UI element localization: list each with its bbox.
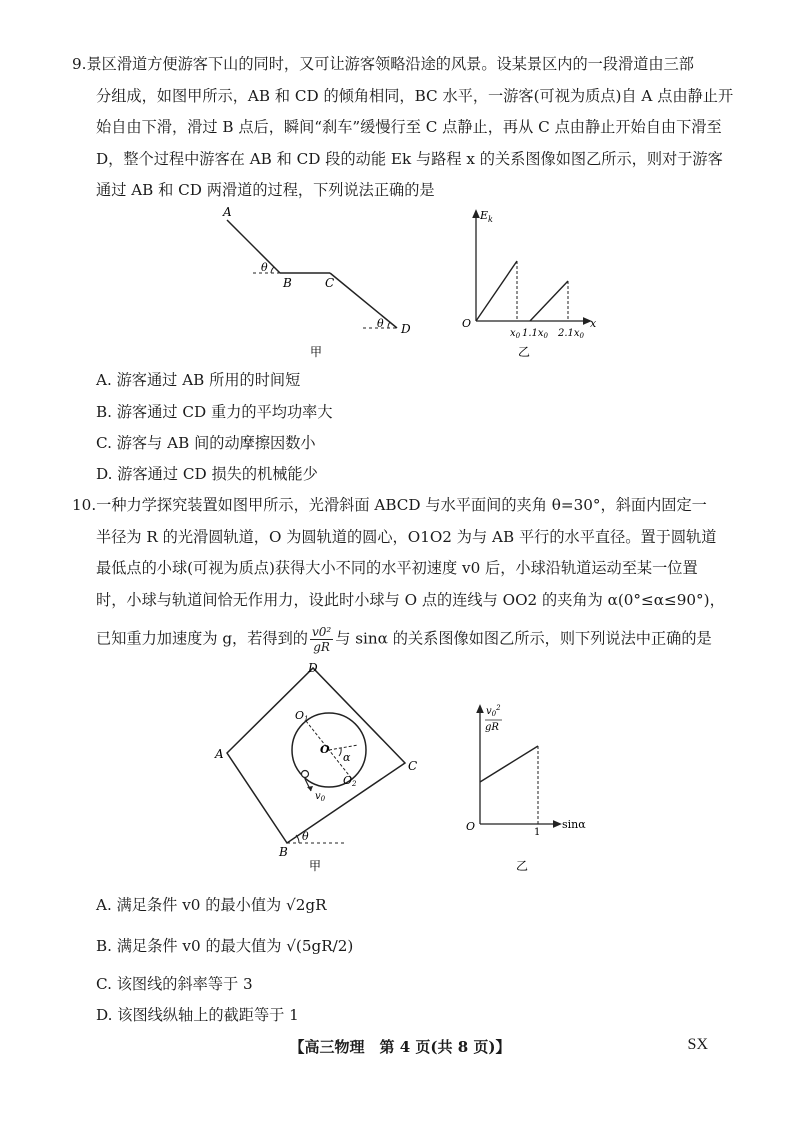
q9-line-1: 9.景区滑道方便游客下山的同时，又可让游客领略沿途的风景。设某景区内的一段滑道由三部 — [72, 55, 694, 73]
origin-label: O — [462, 317, 472, 330]
q10-option-c: C. 该图线的斜率等于 3 — [96, 975, 253, 993]
q9-line-4: D，整个过程中游客在 AB 和 CD 段的动能 Ek 与路程 x 的关系图像如图乙所示，则对于游客 — [96, 150, 723, 168]
q10-option-d: D. 该图线纵轴上的截距等于 1 — [96, 1006, 299, 1024]
label-o: O — [320, 743, 330, 756]
v-line — [480, 746, 538, 782]
tick-1-1x0: $1.1x_0$ — [522, 328, 549, 340]
tick-1: 1 — [534, 827, 541, 838]
v-graph — [480, 746, 538, 824]
tick-2-1x0: $2.1x_0$ — [558, 328, 585, 340]
label-theta: θ — [302, 830, 309, 843]
q9-option-d: D. 游客通过 CD 损失的机械能少 — [96, 465, 318, 483]
label-theta-2: θ — [377, 317, 384, 330]
q10-figure-yi — [458, 700, 598, 875]
q9-figure-yi — [456, 205, 606, 365]
q10-line-2: 半径为 R 的光滑圆轨道，O 为圆轨道的圆心，O1O2 为与 AB 平行的水平直径。置于圆轨道 — [96, 528, 717, 546]
x-axis-label: x — [590, 317, 597, 330]
q10-line-5 — [96, 625, 712, 654]
footer-code: SX — [687, 1036, 708, 1053]
q10-line-5-post: 与 sinα 的关系图像如图乙所示，则下列说法中正确的是 — [335, 629, 712, 648]
angle-arc-d — [388, 322, 390, 328]
q9-line-2: 分组成，如图甲所示，AB 和 CD 的倾角相同，BC 水平，一游客(可视为质点)自 A 点由静止开 — [96, 87, 734, 105]
footer-page-info: 【高三物理 第 4 页(共 8 页)】 — [289, 1038, 511, 1056]
angle-arc-alpha — [339, 748, 341, 756]
label-o2: O2 — [343, 774, 357, 788]
tick-x0: $x_0$ — [510, 328, 521, 340]
ball — [302, 771, 309, 778]
incline-abcd — [227, 668, 405, 843]
label-c: C — [325, 276, 335, 290]
q10-option-a: A. 满足条件 v0 的最小值为 √2gR — [96, 896, 327, 914]
page-footer — [0, 1036, 800, 1060]
q9-figure-jia — [215, 200, 425, 360]
ek-line-ab — [476, 261, 517, 321]
label-b: B — [283, 276, 292, 290]
q10-line-1: 10.一种力学探究装置如图甲所示，光滑斜面 ABCD 与水平面间的夹角 θ=30°，斜面内固定一 — [72, 496, 707, 514]
q10-fraction — [310, 625, 333, 654]
ek-graph — [476, 261, 568, 321]
q10-figure-jia — [205, 660, 418, 875]
origin-label: O — [466, 820, 476, 833]
x-axis-label: sinα — [562, 818, 586, 831]
label-alpha: α — [343, 751, 351, 764]
angle-arc-b — [271, 267, 274, 273]
caption-jia: 甲 — [309, 859, 322, 873]
q10-frac-num: v0² — [312, 625, 332, 639]
label-a: A — [223, 205, 232, 219]
angle-arc-theta — [296, 835, 299, 843]
caption-yi: 乙 — [516, 859, 529, 873]
q9-option-a: A. 游客通过 AB 所用的时间短 — [96, 371, 301, 389]
ek-line-cd — [530, 281, 568, 321]
label-a: A — [215, 747, 224, 761]
q10-line-3: 最低点的小球(可视为质点)获得大小不同的水平初速度 v0 后，小球沿轨道运动至某一位置 — [96, 559, 698, 577]
label-c: C — [408, 759, 418, 773]
y-axis-label-den: gR — [485, 722, 499, 733]
q10-line-5-pre: 已知重力加速度为 g，若得到的 — [96, 629, 308, 648]
q9-line-3: 始自由下滑，滑过 B 点后，瞬间“刹车”缓慢行至 C 点静止，再从 C 点由静止开始自由下滑至 — [96, 118, 722, 136]
y-axis-label: $E_k$ — [480, 209, 493, 224]
q9-option-c: C. 游客与 AB 间的动摩擦因数小 — [96, 434, 316, 452]
q10-option-b: B. 满足条件 v0 的最大值为 √(5gR/2) — [96, 937, 354, 955]
caption-jia: 甲 — [310, 345, 323, 359]
y-axis-label-num: $v_0^2$ — [486, 704, 501, 718]
label-d: D — [308, 661, 318, 675]
q10-line-4: 时，小球与轨道间恰无作用力，设此时小球与 O 点的连线与 OO2 的夹角为 α(0°≤α≤90°)， — [96, 591, 725, 609]
slope-cd — [330, 273, 397, 328]
label-theta-1: θ — [261, 261, 268, 274]
q9-line-5: 通过 AB 和 CD 两滑道的过程，下列说法正确的是 — [96, 181, 435, 199]
label-v0: $v_0$ — [315, 791, 326, 803]
label-b: B — [279, 845, 288, 859]
radius-to-ball — [329, 745, 358, 750]
q10-frac-den: gR — [313, 640, 330, 654]
label-d: D — [401, 322, 411, 336]
label-o1: O1 — [295, 709, 309, 723]
caption-yi: 乙 — [518, 345, 531, 359]
slope-ab — [227, 220, 280, 273]
q9-option-b: B. 游客通过 CD 重力的平均功率大 — [96, 403, 333, 421]
